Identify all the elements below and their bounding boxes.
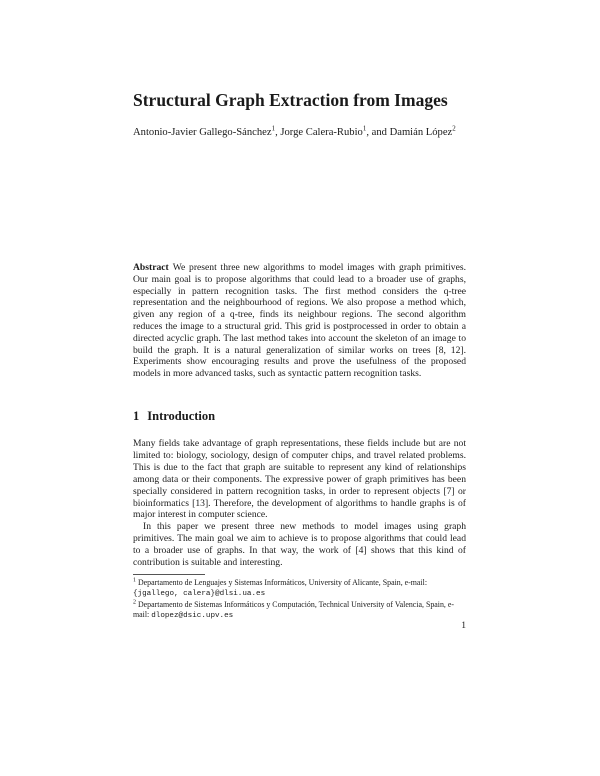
footnote	[133, 600, 466, 622]
footnote-email: {jgallego, calera}@dlsi.ua.es	[133, 590, 266, 599]
footnote-mark: 1	[133, 577, 136, 584]
author-list	[133, 126, 553, 140]
footnote-mark: 2	[133, 599, 136, 606]
section-number: 1	[133, 409, 140, 423]
footnotes	[133, 574, 466, 622]
affiliation-mark: 1	[271, 124, 276, 133]
affiliation-mark: 2	[452, 124, 456, 133]
abstract-label: Abstract	[133, 262, 169, 273]
page-number: 1	[461, 620, 466, 631]
author-name: Jorge Calera-Rubio	[280, 127, 363, 138]
footnote-rule	[133, 574, 205, 575]
footnote-text: Departamento de Lenguajes y Sistemas Informáticos, University of Alicante, Spain, e-mail:	[137, 578, 428, 587]
footnote	[133, 578, 466, 600]
abstract-text: We present three new algorithms to model images with graph primitives. Our main goal is to propose algorithms that could lead to a broader use of graphs, especially in pattern recognition tasks. The first method considers the q-tree representation and the neighbourhood of regions. We also propose a method which, given any region of a q-tree, finds its neighbour regions. The second algorithm reduces the image to a structural grid. This grid is postprocessed in order to obtain a directed acyclic graph. The last method takes into account the skeleton of an image to build the graph. It is a natural generalization of similar works on trees [8, 12]. Experiments show encouraging results and prove the usefulness of the proposed models in more advanced tasks, such as syntactic pattern recognition tasks.	[133, 262, 466, 380]
author-name: Damián López	[389, 127, 453, 138]
section-title: Introduction	[147, 409, 216, 423]
footnote-email: dlopez@dsic.upv.es	[151, 612, 234, 621]
author-name: Antonio-Javier Gallego-Sánchez	[133, 127, 272, 138]
author-separator: ,	[275, 127, 281, 138]
body-paragraph: In this paper we present three new methods to model images using graph primitives. The main goal we aim to achieve is to propose algorithms that could lead to a broader use of graphs. In that way, the work of [4] shows that this kind of contribution is suitable and interesting.	[133, 521, 466, 568]
author-separator: , and	[366, 127, 390, 138]
body-paragraph: Many fields take advantage of graph representations, these fields include but are not limited to: biology, sociology, design of computer chips, and travel related problems. This is due to the fact that graph are suitable to represent any kind of relationships among data or their components. The expressive power of graph primitives has been specially considered in pattern recognition tasks, in order to represent objects [7] or bioinformatics [13]. Therefore, the development of algorithms to handle graphs is of major interest in computer science.	[133, 438, 466, 521]
abstract	[133, 262, 466, 380]
section-heading	[133, 408, 466, 424]
affiliation-mark: 1	[362, 124, 367, 133]
paper-title: Structural Graph Extraction from Images	[133, 90, 448, 110]
footnote-text: Departamento de Sistemas Informáticos y Computación, Technical University of Valencia, Spain, e-mail:	[133, 599, 454, 620]
